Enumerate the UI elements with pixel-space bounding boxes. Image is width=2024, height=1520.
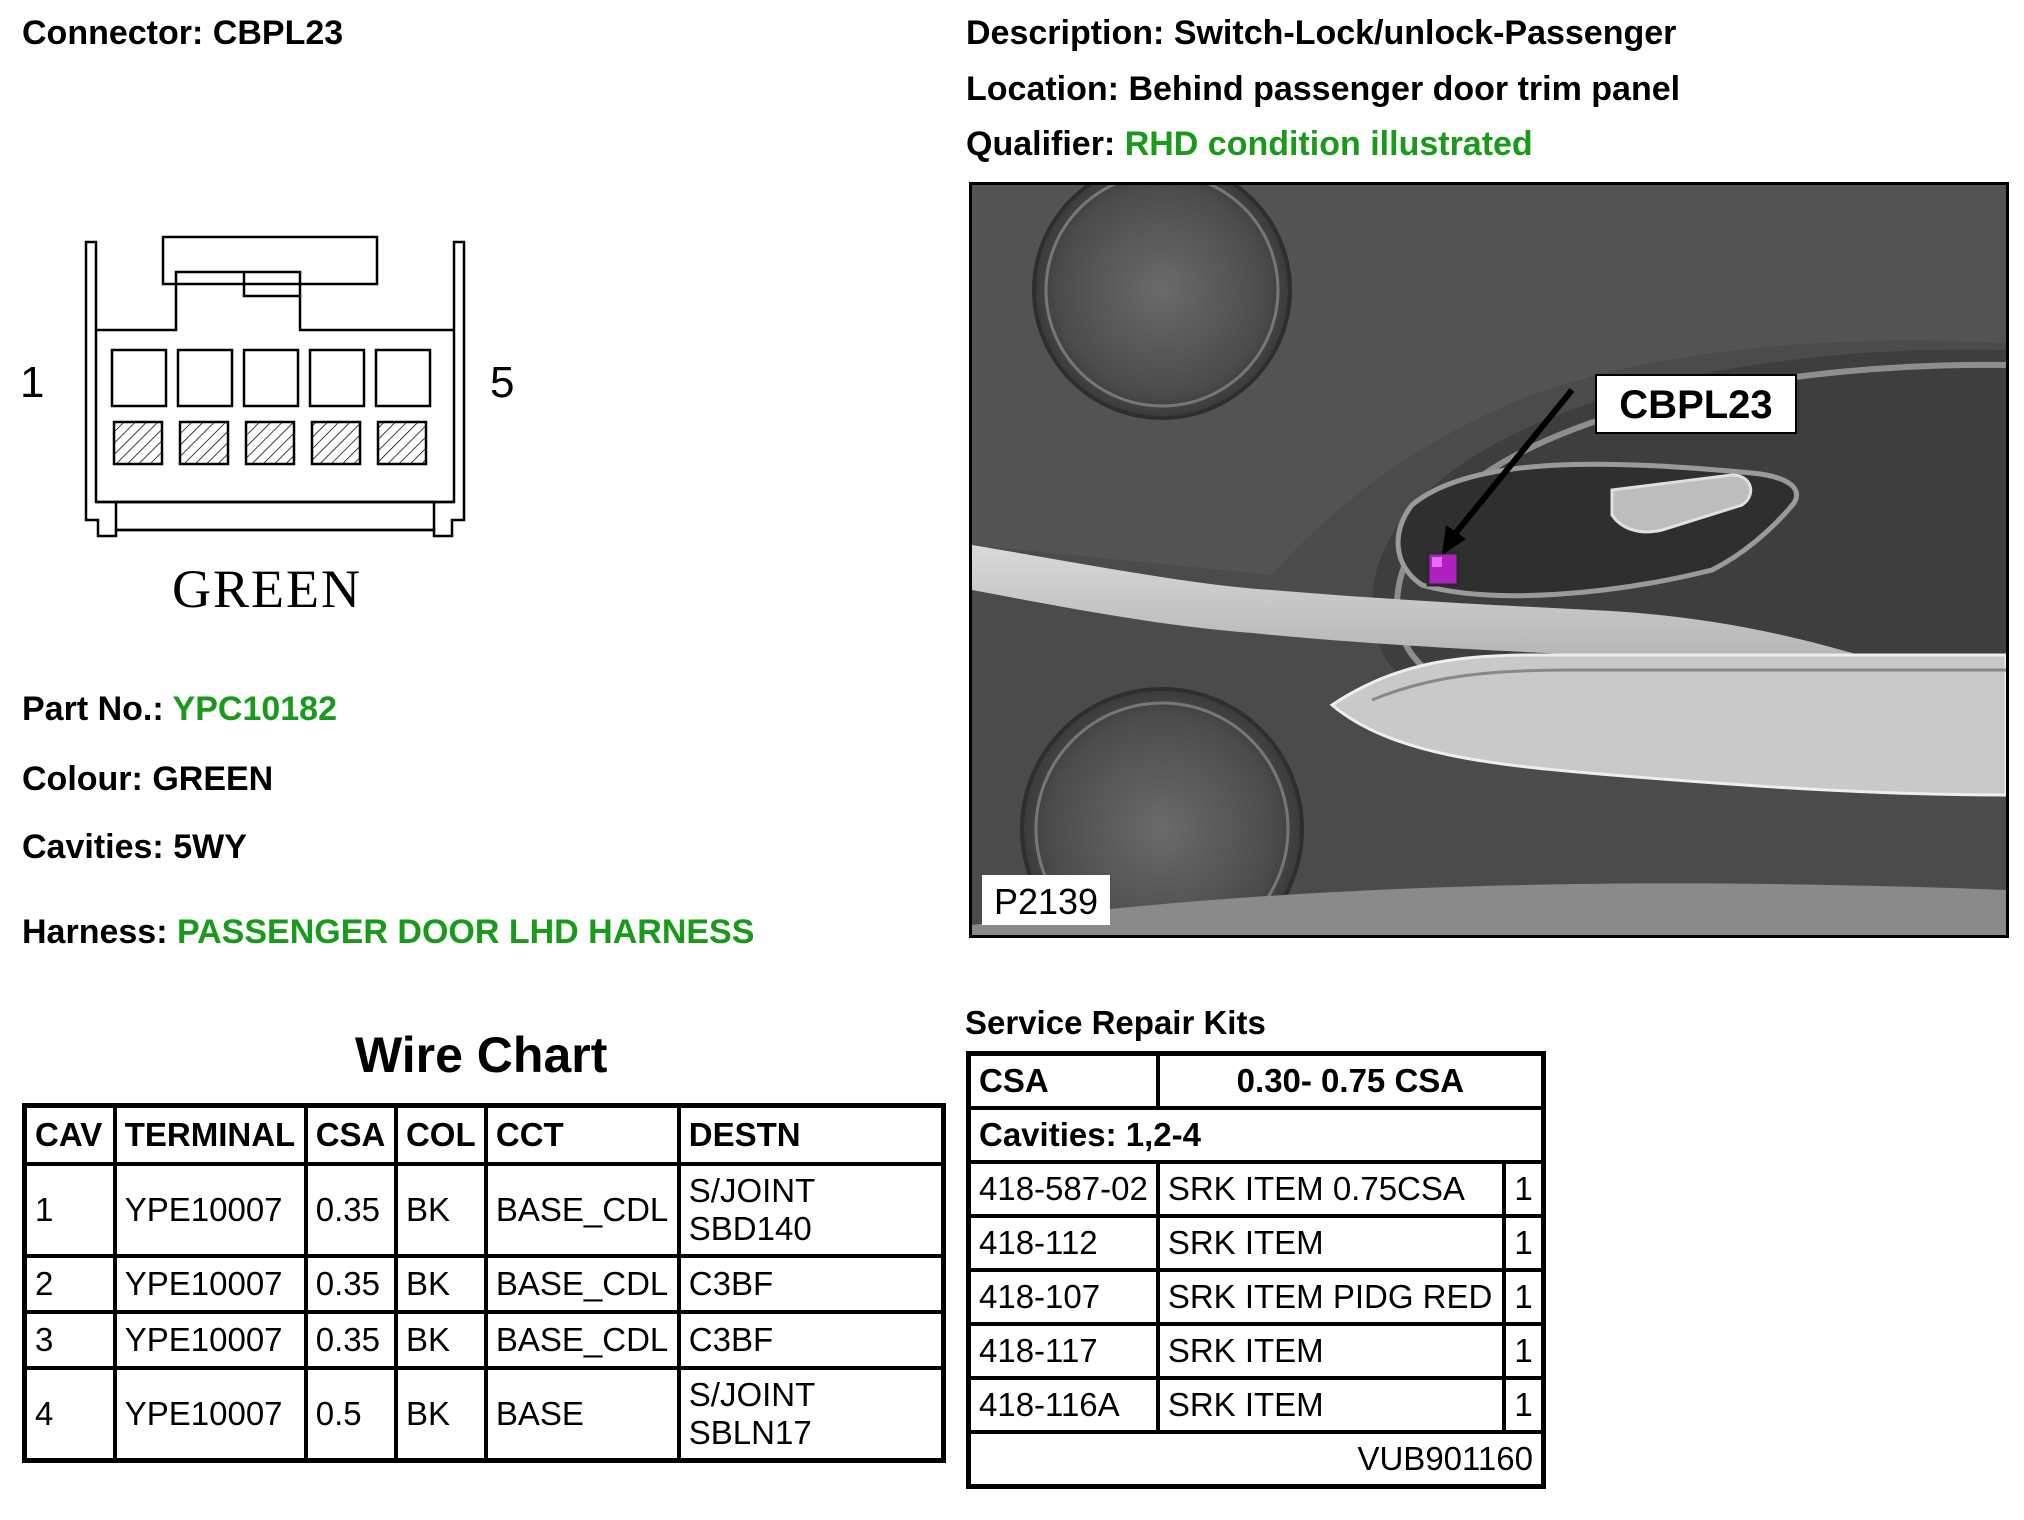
srk-desc: SRK ITEM PIDG RED <box>1158 1270 1504 1324</box>
srk-code: 418-116A <box>969 1378 1158 1432</box>
connector-id: CBPL23 <box>212 14 344 52</box>
description-label: Description: <box>966 14 1165 52</box>
pin-number-left: 1 <box>20 358 45 407</box>
table-row <box>25 1312 944 1368</box>
cell-terminal: YPE10007 <box>115 1312 306 1368</box>
colour-value: GREEN <box>152 760 274 798</box>
table-row <box>25 1164 944 1256</box>
srk-qty: 1 <box>1504 1378 1543 1432</box>
table-row <box>969 1270 1544 1324</box>
srk-desc: SRK ITEM <box>1158 1378 1504 1432</box>
service-kits-table <box>966 1051 1546 1489</box>
harness-line <box>22 913 754 952</box>
part-label: Part No.: <box>22 690 164 728</box>
cell-col: BK <box>396 1256 486 1312</box>
srk-cavities: Cavities: 1,2-4 <box>969 1108 1544 1162</box>
destn-line-2: SBD140 <box>688 1210 812 1247</box>
cell-csa: 0.35 <box>306 1256 396 1312</box>
cavity-row <box>112 350 430 406</box>
harness-value: PASSENGER DOOR LHD HARNESS <box>176 913 755 951</box>
table-row <box>969 1324 1544 1378</box>
srk-kit-number: VUB901160 <box>969 1432 1544 1487</box>
colour-line <box>22 760 273 799</box>
cell-destn <box>679 1164 944 1256</box>
speaker-upper <box>1034 185 1290 418</box>
srk-csa-label: CSA <box>969 1054 1158 1109</box>
qualifier-line <box>966 125 1533 164</box>
location-photo <box>969 182 2009 938</box>
location-label: Location: <box>966 70 1119 108</box>
connector-heading <box>22 14 343 53</box>
wire-chart-title: Wire Chart <box>355 1027 608 1083</box>
connector-colour-caption: GREEN <box>172 559 362 619</box>
cell-cav: 2 <box>25 1256 115 1312</box>
cell-col: BK <box>396 1312 486 1368</box>
table-row <box>969 1216 1544 1270</box>
srk-code: 418-112 <box>969 1216 1158 1270</box>
col-header-csa: CSA <box>306 1106 396 1165</box>
qualifier-value: RHD condition illustrated <box>1124 125 1533 163</box>
cell-destn: C3BF <box>679 1312 944 1368</box>
srk-csa-row <box>969 1054 1544 1109</box>
cell-cav: 1 <box>25 1164 115 1256</box>
srk-code: 418-117 <box>969 1324 1158 1378</box>
cell-destn <box>679 1368 944 1461</box>
cell-terminal: YPE10007 <box>115 1368 306 1461</box>
cell-cct: BASE <box>486 1368 679 1461</box>
description-line <box>966 14 1676 53</box>
col-header-col: COL <box>396 1106 486 1165</box>
col-header-destn: DESTN <box>679 1106 944 1165</box>
srk-code: 418-107 <box>969 1270 1158 1324</box>
srk-qty: 1 <box>1504 1162 1543 1216</box>
cell-csa: 0.5 <box>306 1368 396 1461</box>
table-row <box>969 1162 1544 1216</box>
table-row <box>969 1378 1544 1432</box>
qualifier-label: Qualifier: <box>966 125 1116 163</box>
wire-chart-header-row <box>25 1106 944 1165</box>
srk-qty: 1 <box>1504 1216 1543 1270</box>
cell-destn: C3BF <box>679 1256 944 1312</box>
service-kits-title: Service Repair Kits <box>965 1004 1266 1041</box>
location-line <box>966 70 1680 109</box>
cell-col: BK <box>396 1164 486 1256</box>
col-header-cct: CCT <box>486 1106 679 1165</box>
table-row <box>25 1368 944 1461</box>
cavities-value: 5WY <box>173 828 247 866</box>
destn-line-1: S/JOINT <box>688 1376 816 1413</box>
srk-desc: SRK ITEM <box>1158 1216 1504 1270</box>
part-number-line <box>22 690 337 729</box>
srk-desc: SRK ITEM 0.75CSA <box>1158 1162 1504 1216</box>
connector-label: Connector: <box>22 14 204 52</box>
pin-number-right: 5 <box>490 358 515 407</box>
door-trim-illustration <box>972 185 2006 935</box>
srk-cavities-row <box>969 1108 1544 1162</box>
cell-csa: 0.35 <box>306 1312 396 1368</box>
destn-line-1: S/JOINT <box>688 1172 816 1209</box>
srk-desc: SRK ITEM <box>1158 1324 1504 1378</box>
srk-qty: 1 <box>1504 1270 1543 1324</box>
col-header-terminal: TERMINAL <box>115 1106 306 1165</box>
photo-callout-label: CBPL23 <box>1619 383 1773 427</box>
srk-csa-value: 0.30- 0.75 CSA <box>1158 1054 1544 1109</box>
location-value: Behind passenger door trim panel <box>1128 70 1681 108</box>
colour-label: Colour: <box>22 760 143 798</box>
harness-label: Harness: <box>22 913 168 951</box>
wire-chart-table <box>22 1103 946 1463</box>
connector-latch <box>163 237 377 284</box>
photo-reference: P2139 <box>993 881 1099 922</box>
cavities-label: Cavities: <box>22 828 164 866</box>
description-value: Switch-Lock/unlock-Passenger <box>1173 14 1677 52</box>
cell-cav: 3 <box>25 1312 115 1368</box>
table-row <box>25 1256 944 1312</box>
terminal-row <box>114 422 426 464</box>
cell-terminal: YPE10007 <box>115 1256 306 1312</box>
cell-cct: BASE_CDL <box>486 1312 679 1368</box>
cell-cct: BASE_CDL <box>486 1164 679 1256</box>
cell-col: BK <box>396 1368 486 1461</box>
cell-cav: 4 <box>25 1368 115 1461</box>
srk-code: 418-587-02 <box>969 1162 1158 1216</box>
destn-line-2: SBLN17 <box>688 1414 812 1451</box>
srk-footer-row <box>969 1432 1544 1487</box>
cell-cct: BASE_CDL <box>486 1256 679 1312</box>
cell-csa: 0.35 <box>306 1164 396 1256</box>
part-number: YPC10182 <box>172 690 337 728</box>
cavities-line <box>22 828 247 867</box>
cell-terminal: YPE10007 <box>115 1164 306 1256</box>
srk-qty: 1 <box>1504 1324 1543 1378</box>
col-header-cav: CAV <box>25 1106 115 1165</box>
